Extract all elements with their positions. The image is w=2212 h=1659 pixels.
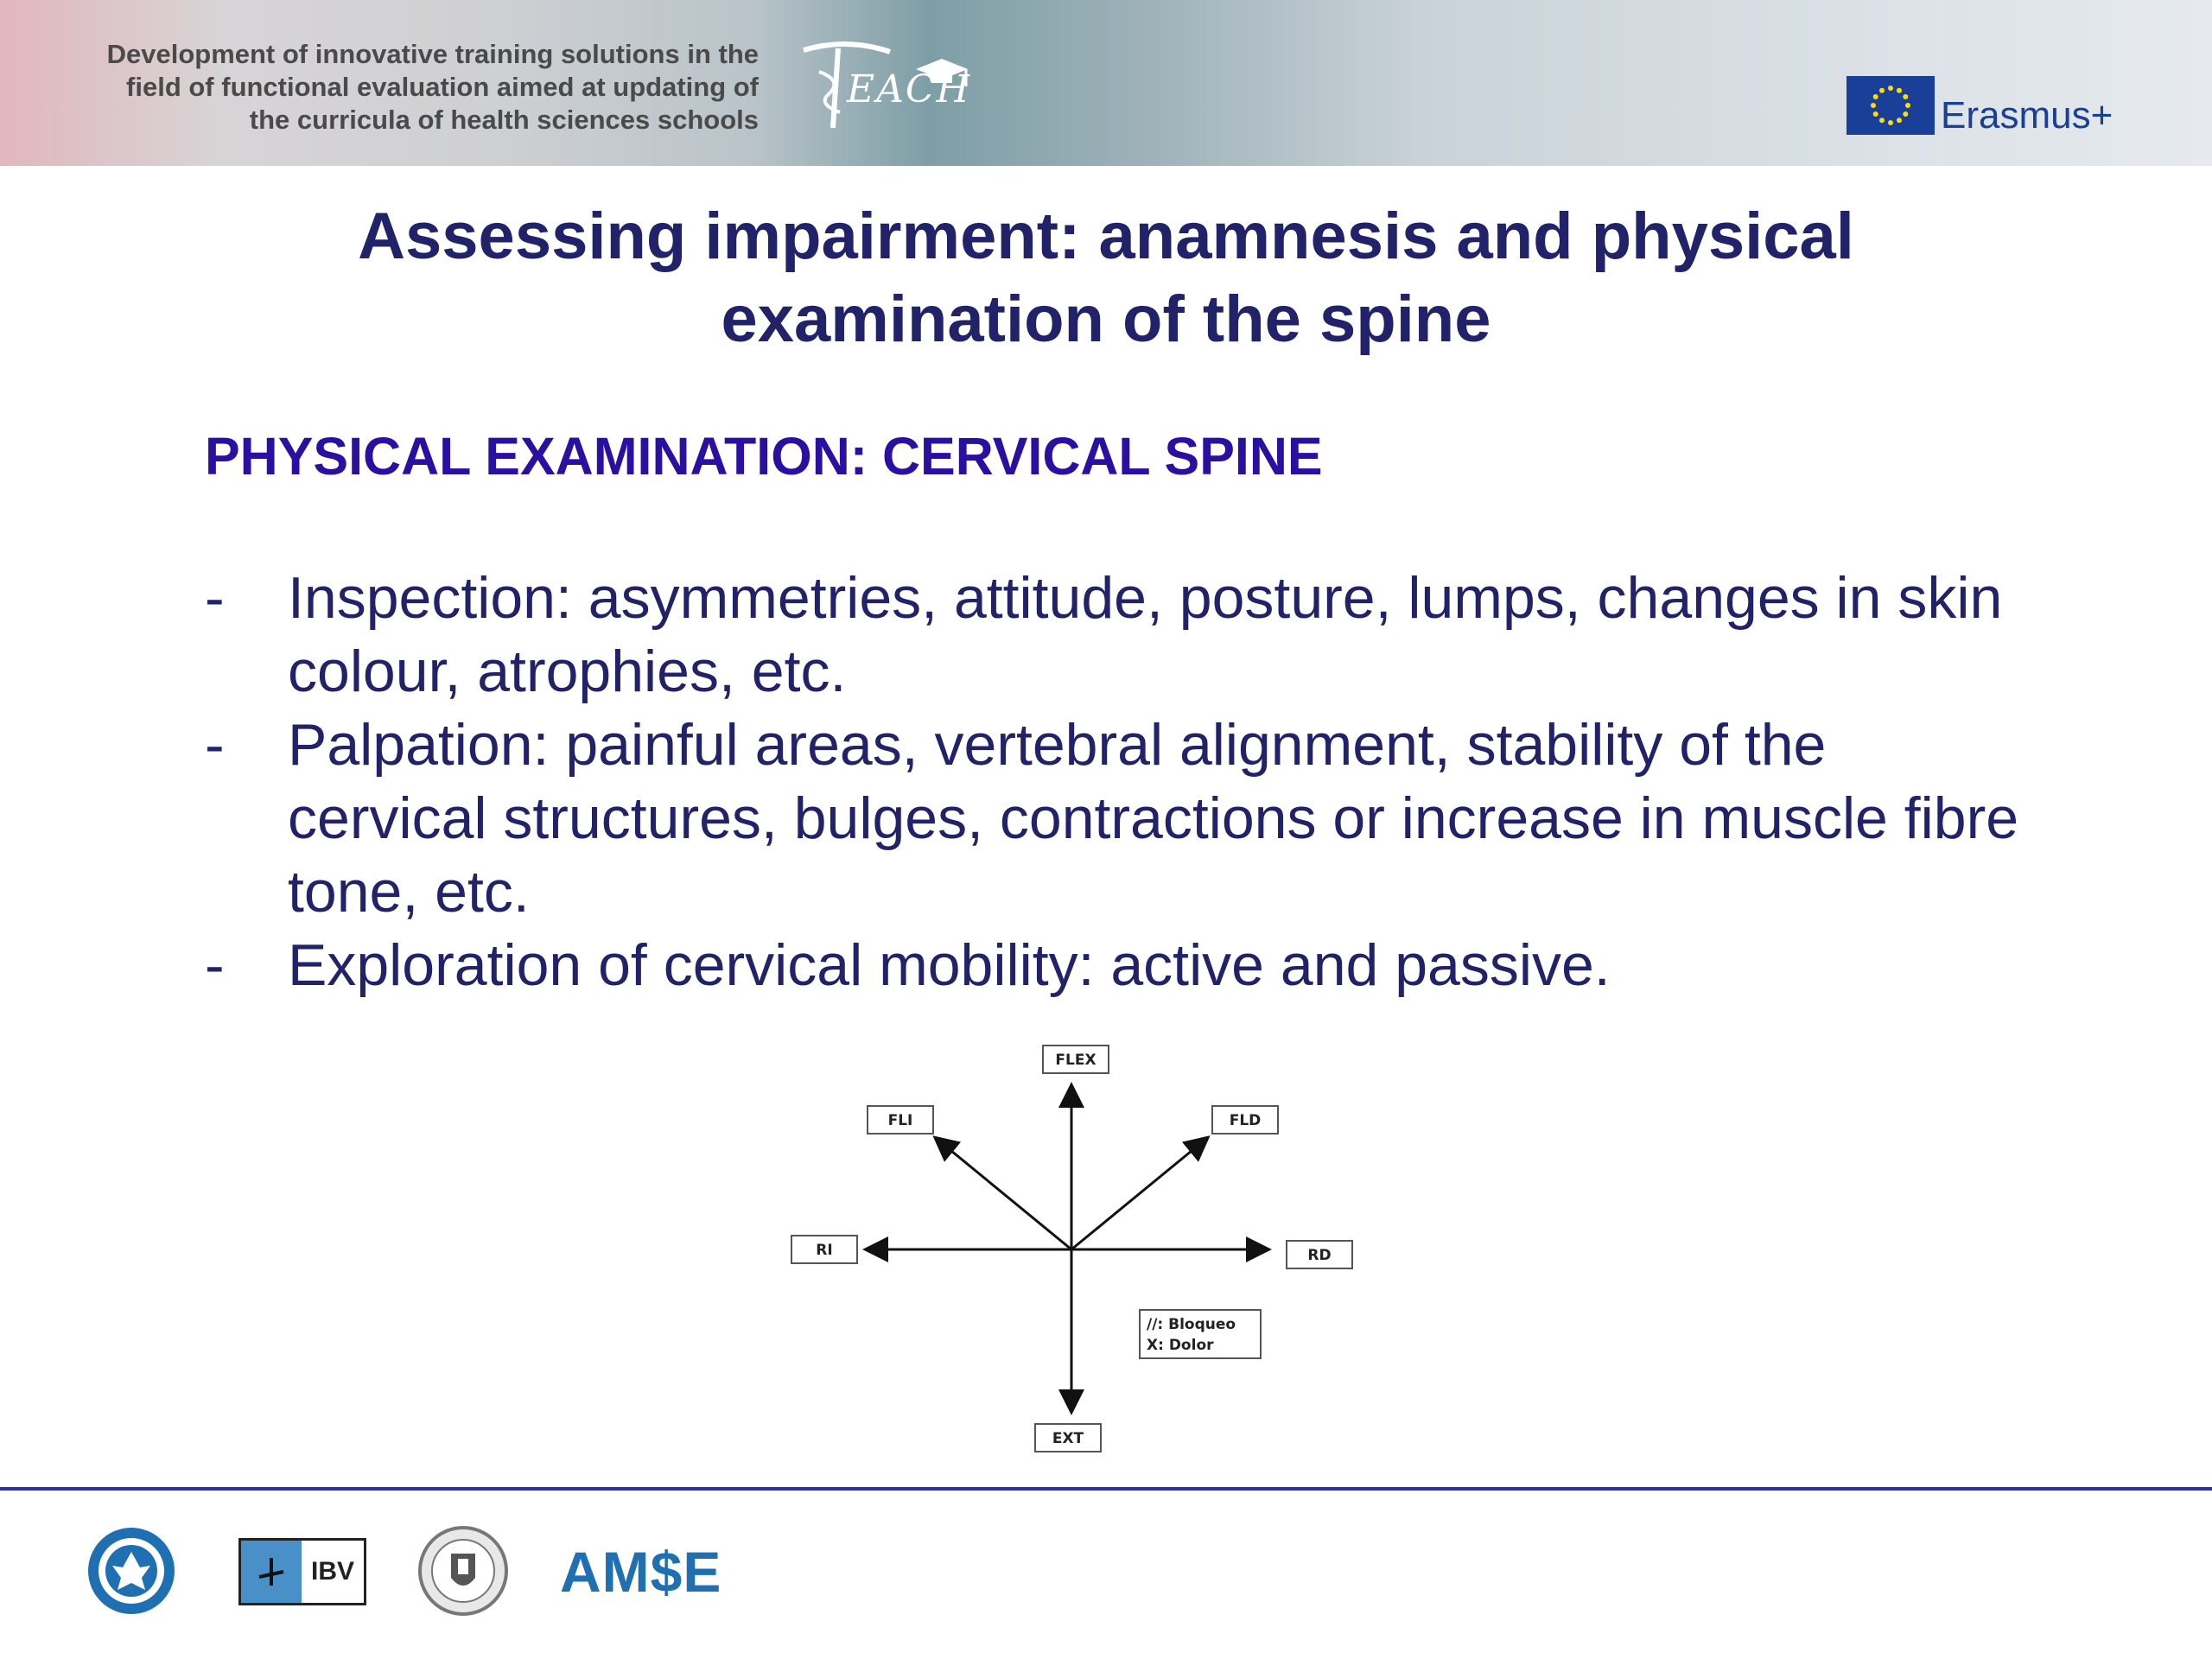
eu-flag-icon xyxy=(1847,76,1935,135)
legend-block-line: //: Bloqueo xyxy=(1147,1316,1236,1333)
bullet-line: Exploration of cervical mobility: active and passive. xyxy=(288,932,1611,998)
ri-label: RI xyxy=(816,1242,833,1259)
bullet-line: Inspection: asymmetries, attitude, posture, lumps, changes in skin xyxy=(288,565,2003,631)
teach-logo-text: EACH xyxy=(847,67,971,111)
footer-divider xyxy=(0,1487,2212,1491)
bullet-line: colour, atrophies, etc. xyxy=(288,639,847,704)
tagline-line: field of functional evaluation aimed at updating of xyxy=(126,72,759,102)
flexion-right-axis xyxy=(1071,1139,1206,1249)
slide-title xyxy=(173,195,2039,361)
slide-title-line: examination of the spine xyxy=(721,283,1491,356)
bullet-item-palpation xyxy=(205,709,2106,929)
ibv-emblem xyxy=(241,1541,302,1603)
bullet-line: cervical structures, bulges, contractions or increase in muscle fibre xyxy=(288,785,2019,851)
bullet-list xyxy=(205,562,2106,1002)
slide-title-line: Assessing impairment: anamnesis and physical xyxy=(358,200,1854,273)
ext-label: EXT xyxy=(1052,1430,1084,1447)
fld-label: FLD xyxy=(1229,1112,1262,1129)
bullet-item-mobility xyxy=(205,929,2106,1002)
tagline-line: Development of innovative training solutions in the xyxy=(106,39,759,69)
ibv-logo-text: IBV xyxy=(310,1557,354,1586)
crest-seal-icon xyxy=(416,1524,510,1618)
fli-label: FLI xyxy=(887,1112,913,1129)
bullet-line: tone, etc. xyxy=(288,859,530,925)
bullet-marker: - xyxy=(205,712,225,778)
flexion-left-axis xyxy=(937,1139,1071,1249)
project-tagline xyxy=(50,38,759,137)
flex-label: FLEX xyxy=(1055,1052,1096,1069)
ibv-emblem-icon xyxy=(254,1554,289,1589)
erasmus-plus-label: Erasmus+ xyxy=(1941,94,2113,137)
amse-logo-icon: AM$E xyxy=(560,1540,722,1604)
university-seal-icon xyxy=(85,1524,178,1618)
rd-label: RD xyxy=(1307,1247,1332,1264)
legend-pain-line: X: Dolor xyxy=(1147,1337,1214,1354)
tagline-line: the curricula of health sciences schools xyxy=(249,105,759,135)
ibv-logo-icon xyxy=(238,1538,366,1605)
cervical-mobility-diagram xyxy=(778,1037,1382,1460)
section-heading: PHYSICAL EXAMINATION: CERVICAL SPINE xyxy=(205,427,1323,486)
bullet-marker: - xyxy=(205,932,225,998)
header-banner xyxy=(0,0,2212,166)
bullet-line: Palpation: painful areas, vertebral alignment, stability of the xyxy=(288,712,1827,778)
bullet-item-inspection xyxy=(205,562,2106,709)
bullet-marker: - xyxy=(205,565,225,631)
